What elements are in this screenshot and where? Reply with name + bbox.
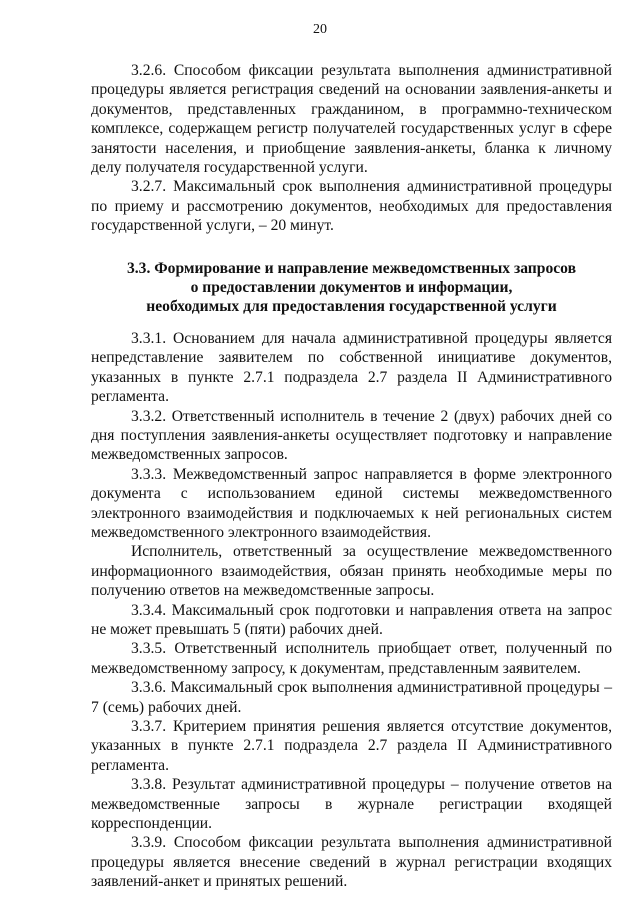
heading-line-2: о предоставлении документов и информации,: [190, 279, 513, 297]
heading-line-1: 3.3. Формирование и направление межведомственных запросов: [126, 259, 577, 277]
heading-line-3: необходимых для предоставления государственной услуги: [146, 298, 557, 316]
page-number: 20: [313, 22, 327, 37]
paragraph-3-3-9: 3.3.9. Способом фиксации результата выполнения административной процедуры является внесение сведений в журнал регистрации входящих заявлений-анкет и принятых решений.: [91, 834, 612, 891]
paragraph-3-3-2: 3.3.2. Ответственный исполнитель в течение 2 (двух) рабочих дней со дня поступления заявления-анкеты осуществляет подготовку и направление межведомственных запросов.: [91, 407, 612, 464]
paragraph-executor: Исполнитель, ответственный за осуществление межведомственного информационного взаимодействия, обязан принять необходимые меры по получению ответов на межведомственные запросы.: [91, 543, 612, 600]
paragraph-3-2-7: 3.2.7. Максимальный срок выполнения административной процедуры по приему и рассмотрению документов, необходимых для предоставления государственной услуги, – 20 минут.: [91, 178, 612, 235]
paragraph-3-2-6: 3.2.6. Способом фиксации результата выполнения административной процедуры является регистрация сведений на основании заявления-анкеты и документов, представленных гражданином, в программно-техническом комплексе, содержащем регистр получателей государственных услуг в сфере занятости населения, и приобщение заявления-анкеты, бланка к личному делу получателя государственной услуги.: [91, 62, 612, 177]
paragraph-3-3-1: 3.3.1. Основанием для начала административной процедуры является непредставление заявителем по собственной инициативе документов, указанных в пункте 2.7.1 подраздела 2.7 раздела II Административного регламента.: [91, 329, 612, 406]
paragraph-3-3-4: 3.3.4. Максимальный срок подготовки и направления ответа на запрос не может превышать 5 (пяти) рабочих дней.: [91, 601, 612, 638]
paragraph-3-3-7: 3.3.7. Критерием принятия решения является отсутствие документов, указанных в пункте 2.7.1 подраздела 2.7 раздела II Административного регламента.: [91, 718, 612, 774]
paragraph-3-3-8: 3.3.8. Результат административной процедуры – получение ответов на межведомственные запросы в журнале регистрации входящей корреспонденции.: [91, 776, 612, 833]
paragraph-3-3-5: 3.3.5. Ответственный исполнитель приобщает ответ, полученный по межведомственному запросу, к документам, представленным заявителем.: [91, 640, 612, 677]
section-heading-3-3: [91, 259, 612, 317]
document-body: [91, 61, 612, 892]
paragraph-3-3-6: 3.3.6. Максимальный срок выполнения административной процедуры – 7 (семь) рабочих дней.: [91, 679, 612, 716]
paragraph-3-3-3: 3.3.3. Межведомственный запрос направляется в форме электронного документа с использованием единой системы межведомственного электронного взаимодействия и подключаемых к ней региональных систем межведомственного электронного взаимодействия.: [91, 465, 612, 541]
